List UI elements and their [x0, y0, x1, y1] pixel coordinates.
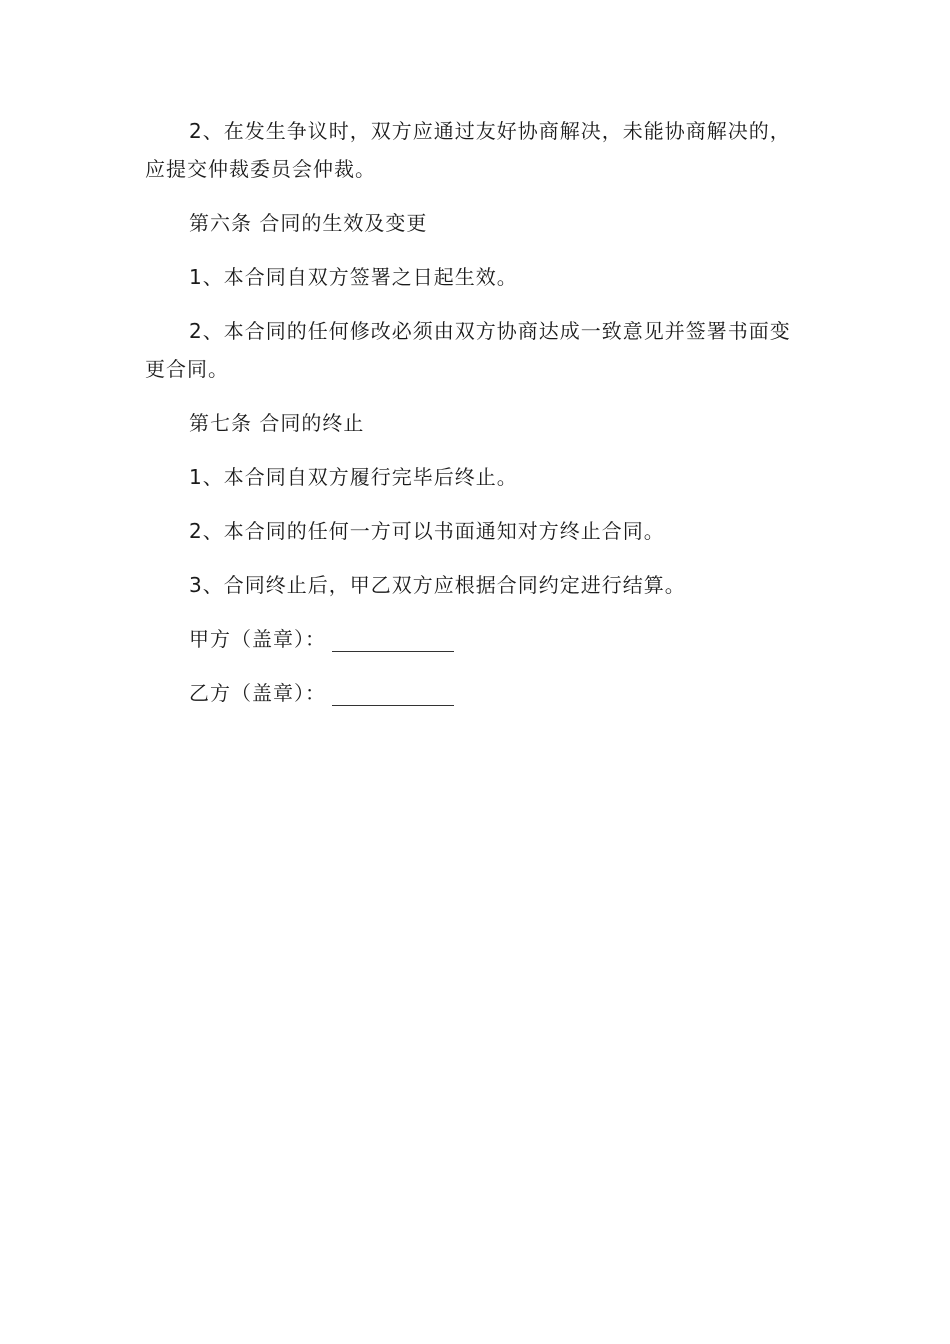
article-seven-heading: 第七条 合同的终止: [189, 411, 365, 435]
clause-settlement: 3、合同终止后，甲乙双方应根据合同约定进行结算。: [189, 573, 686, 597]
clause-modification: 2、本合同的任何修改必须由双方协商达成一致意见并签署书面变更合同。: [145, 319, 791, 381]
party-b-signature-blank[interactable]: [332, 685, 454, 706]
clause-dispute-resolution: 2、在发生争议时，双方应通过友好协商解决，未能协商解决的，应提交仲裁委员会仲裁。: [145, 119, 791, 181]
party-b-signature: [145, 674, 810, 712]
document-body: [145, 112, 810, 728]
article-six-heading: 第六条 合同的生效及变更: [189, 211, 428, 235]
clause-effective-date: 1、本合同自双方签署之日起生效。: [189, 265, 518, 289]
clause-termination-completion: 1、本合同自双方履行完毕后终止。: [189, 465, 518, 489]
party-a-signature-blank[interactable]: [332, 631, 454, 652]
party-a-label: 甲方（盖章）：: [189, 627, 326, 651]
clause-termination-notice: 2、本合同的任何一方可以书面通知对方终止合同。: [189, 519, 665, 543]
party-b-label: 乙方（盖章）：: [189, 681, 326, 705]
party-a-signature: [145, 620, 810, 658]
